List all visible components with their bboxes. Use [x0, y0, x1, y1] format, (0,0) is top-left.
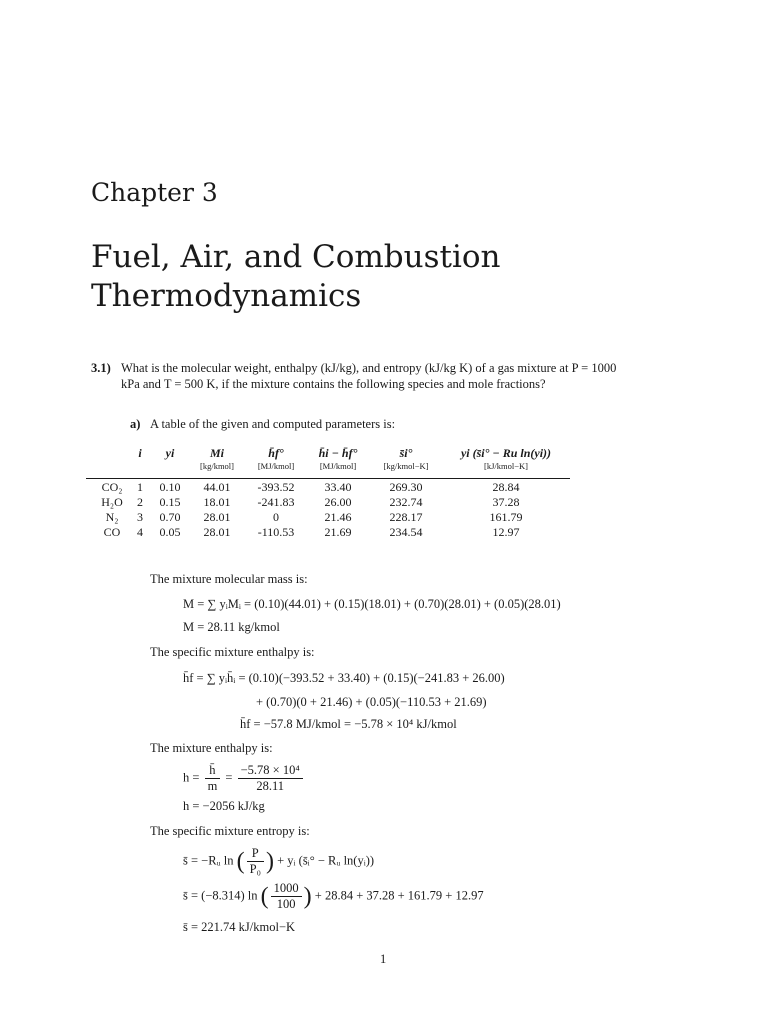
cell-species: N₂ [105, 510, 119, 524]
header-i: i [138, 446, 142, 460]
cell-dh: 33.40 [324, 480, 352, 494]
table-row [86, 495, 570, 510]
cell-dh: 21.46 [324, 510, 352, 524]
problem-text-line-2: kPa and T = 500 K, if the mixture contains the following species and mole fractions? [121, 377, 546, 391]
unit-s: [kg/kmol−K] [383, 461, 429, 471]
part-a-label: a) [130, 417, 141, 431]
cell-dh: 26.00 [324, 495, 352, 509]
header-hf: h̄f° [268, 446, 284, 460]
cell-m: 44.01 [203, 480, 231, 494]
table-header-row [86, 446, 570, 461]
header-m: Mi [209, 446, 225, 460]
cell-hf: 0 [273, 510, 279, 524]
header-ys: yi (s̄i° − Ru ln(yi)) [460, 446, 552, 460]
cell-s: 232.74 [389, 495, 423, 509]
part-a-text: A table of the given and computed parameters is: [150, 417, 396, 431]
unit-m: [kg/kmol] [200, 461, 234, 471]
entropy-eq1-fraction [247, 846, 264, 877]
table-row [86, 510, 570, 525]
cell-ys: 37.28 [492, 495, 520, 509]
entropy-equation-1: s̄ = −Rᵤ ln ( $\frac{P}{\text{P₀}}$ ) + yᵢ (s̄ᵢ° − Rᵤ ln(yᵢ)) [183, 846, 375, 876]
fraction-numerator: h̄ [205, 763, 221, 779]
fraction-denominator: 100 [276, 897, 296, 911]
spec-enthalpy-equation-1: h̄f = ∑ yᵢh̄ᵢ = (0.10)(−393.52 + 33.40) + (0.15)(−241.83 + 26.00) [183, 671, 505, 685]
cell-species: H₂O [101, 495, 123, 509]
cell-m: 28.01 [203, 525, 231, 539]
cell-ys: 28.84 [492, 480, 520, 494]
mix-enthalpy-lhs: h = [183, 770, 200, 785]
mol-mass-intro: The mixture molecular mass is: [150, 572, 308, 586]
cell-species: CO₂ [101, 480, 123, 494]
mol-mass-result: M = 28.11 kg/kmol [183, 620, 280, 634]
fraction-numerator: P [247, 846, 264, 862]
cell-ys: 12.97 [492, 525, 520, 539]
entropy-equation-2: s̄ = (−8.314) ln ( $\frac{1000}{100}$ ) + 28.84 + 37.28 + 161.79 + 12.97 [183, 881, 484, 911]
cell-hf: -110.53 [257, 525, 295, 539]
table-units-row [86, 461, 570, 475]
fraction-denominator: 28.11 [256, 779, 284, 793]
cell-s: 234.54 [389, 525, 423, 539]
cell-s: 269.30 [389, 480, 423, 494]
spec-enthalpy-equation-2: + (0.70)(0 + 21.46) + (0.05)(−110.53 + 21.69) [256, 695, 487, 709]
cell-s: 228.17 [389, 510, 423, 524]
header-s: s̄i° [399, 446, 413, 460]
cell-y: 0.10 [159, 480, 181, 494]
cell-dh: 21.69 [324, 525, 352, 539]
chapter-title-line-2: Thermodynamics [91, 278, 362, 314]
cell-species: CO [103, 525, 121, 539]
entropy-eq2-rhs: + 28.84 + 37.28 + 161.79 + 12.97 [314, 888, 484, 903]
unit-ys: [kJ/kmol−K] [484, 461, 528, 471]
entropy-eq1-lhs: s̄ = −Rᵤ ln [183, 853, 234, 868]
fraction-numerator: −5.78 × 10⁴ [238, 763, 303, 779]
entropy-result: s̄ = 221.74 kJ/kmol−K [183, 920, 296, 934]
cell-i: 1 [137, 480, 143, 494]
spec-enthalpy-intro: The specific mixture enthalpy is: [150, 645, 315, 659]
fraction-denominator: P₀ [249, 862, 261, 876]
spec-enthalpy-result: h̄f = −57.8 MJ/kmol = −5.78 × 10⁴ kJ/kmol [240, 717, 457, 731]
table-row [86, 525, 570, 540]
fraction-numerator: 1000 [271, 881, 302, 897]
mol-mass-equation: M = ∑ yᵢMᵢ = (0.10)(44.01) + (0.15)(18.01) + (0.70)(28.01) + (0.05)(28.01) [183, 597, 561, 611]
page-number: 1 [380, 952, 387, 966]
unit-dh: [MJ/kmol] [319, 461, 357, 471]
problem-text-line-1: What is the molecular weight, enthalpy (kJ/kg), and entropy (kJ/kg K) of a gas mixture at P = 1000 [121, 361, 617, 375]
cell-y: 0.05 [159, 525, 181, 539]
mix-enthalpy-intro: The mixture enthalpy is: [150, 741, 273, 755]
spec-entropy-intro: The specific mixture entropy is: [150, 824, 310, 838]
mix-enthalpy-equals: = [225, 770, 233, 785]
mix-enthalpy-equation [183, 763, 305, 794]
entropy-eq1-rhs: + yᵢ (s̄ᵢ° − Rᵤ ln(yᵢ)) [277, 853, 375, 868]
cell-hf: -241.83 [257, 495, 295, 509]
cell-ys: 161.79 [489, 510, 523, 524]
cell-i: 3 [137, 510, 143, 524]
header-y: yi [165, 446, 175, 460]
cell-m: 18.01 [203, 495, 231, 509]
table-rule [86, 478, 570, 479]
problem-number: 3.1) [91, 361, 111, 375]
cell-hf: -393.52 [257, 480, 295, 494]
chapter-label: Chapter 3 [91, 178, 218, 207]
cell-i: 2 [137, 495, 143, 509]
species-table [86, 446, 570, 540]
mix-enthalpy-fraction-2 [238, 763, 303, 794]
unit-hf: [MJ/kmol] [257, 461, 295, 471]
header-dh: h̄i − h̄f° [318, 446, 358, 460]
chapter-title-line-1: Fuel, Air, and Combustion [91, 239, 501, 275]
cell-y: 0.15 [159, 495, 181, 509]
mix-enthalpy-fraction-1 [205, 763, 221, 794]
entropy-eq2-fraction [271, 881, 302, 912]
chapter-title [91, 238, 501, 316]
entropy-eq2-lhs: s̄ = (−8.314) ln [183, 888, 258, 903]
table-row [86, 480, 570, 495]
mix-enthalpy-result: h = −2056 kJ/kg [183, 799, 265, 813]
cell-i: 4 [137, 525, 143, 539]
cell-y: 0.70 [159, 510, 181, 524]
cell-m: 28.01 [203, 510, 231, 524]
fraction-denominator: m [207, 779, 218, 793]
